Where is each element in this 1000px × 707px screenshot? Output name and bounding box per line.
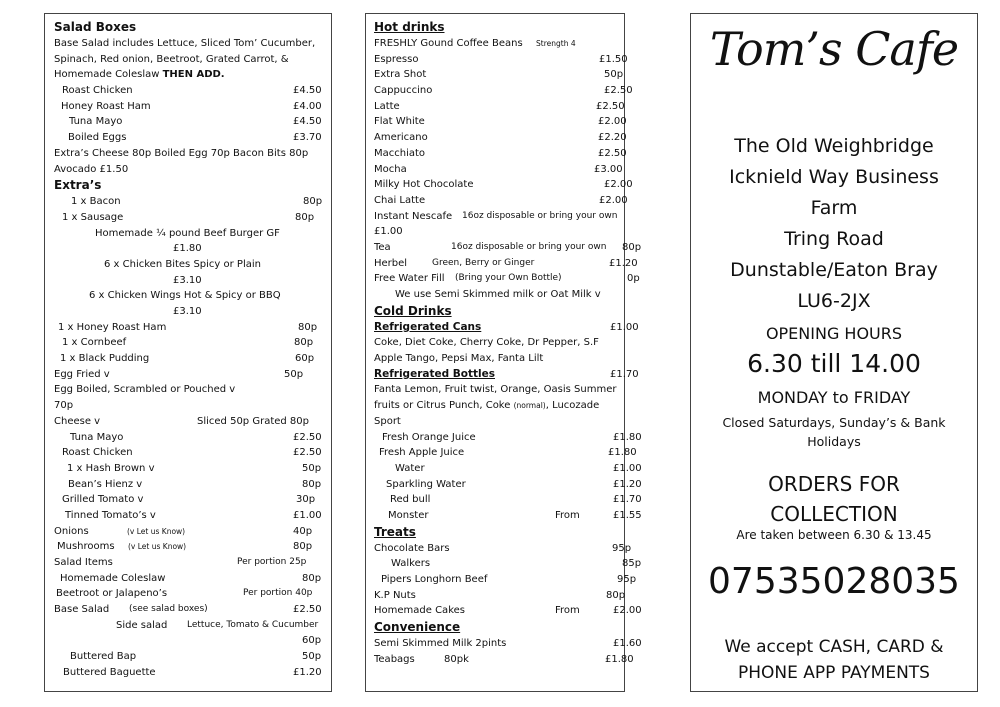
address-line: LU6-2JX: [797, 290, 871, 312]
menu-item: [54, 367, 325, 383]
menu-item: [374, 83, 633, 99]
item-name: Chai Latte: [374, 194, 426, 206]
extras-heading: Extra’s: [54, 178, 102, 193]
item-price: 80p: [622, 241, 642, 253]
closed-line: Closed Saturdays, Sunday’s & Bank: [722, 415, 946, 430]
orders-heading: [691, 469, 977, 529]
menu-item: [374, 114, 627, 130]
item-price: £2.50: [293, 604, 322, 616]
item-name: Tuna Mayo: [69, 116, 123, 128]
item-price: 85p: [622, 558, 642, 570]
item-name: Free Water Fill: [374, 273, 445, 285]
item-price: £1.70: [610, 368, 639, 380]
item-price: £1.80: [605, 653, 634, 665]
item-price: 80p: [294, 337, 314, 349]
cafe-logo: Tom’s Cafe: [709, 22, 959, 76]
item-description: Apple Tango, Pepsi Max, Fanta Lilt: [374, 353, 544, 365]
item-name: Pipers Longhorn Beef: [381, 574, 488, 585]
salad-intro: Base Salad includes Lettuce, Sliced Tom’ Cucumber,: [54, 38, 316, 49]
menu-item: [374, 477, 642, 493]
item-price: £2.00: [604, 179, 633, 191]
menu-panel-food: [44, 13, 332, 692]
item-name: Water: [395, 462, 425, 474]
item-name: Fresh Orange Juice: [382, 431, 476, 443]
menu-item: [54, 492, 325, 508]
milk-note-text: We use Semi Skimmed milk or Oat Milk v: [395, 289, 601, 300]
item-name: K.P Nuts: [374, 589, 416, 601]
item-price: £3.10: [173, 306, 202, 317]
salad-boxes-heading: Salad Boxes: [54, 20, 137, 34]
item-price: £1.20: [609, 257, 638, 269]
menu-item: [374, 162, 623, 178]
menu-item: [54, 288, 325, 304]
opening-hours: 6.30 till 14.00: [747, 349, 921, 378]
item-price: £1.00: [374, 226, 403, 238]
item-name: Homemade ¼ pound Beef Burger GF: [95, 227, 280, 239]
item-price: £2.00: [598, 116, 627, 128]
menu-item: [54, 445, 325, 461]
cold-drinks-heading: Cold Drinks: [374, 303, 452, 318]
hot-drinks-heading: Hot drinks: [374, 20, 445, 34]
item-name: 1 x Black Pudding: [60, 353, 150, 365]
description-text: , Lucozade: [545, 400, 600, 412]
cafe-info-panel: [690, 13, 978, 692]
milk-note: [374, 287, 618, 303]
menu-item-price: [54, 273, 325, 289]
item-price: 95p: [617, 574, 637, 585]
menu-item-price: [54, 633, 325, 649]
menu-item-price: [54, 241, 325, 257]
menu-item: [54, 430, 325, 446]
menu-item: [374, 320, 639, 336]
item-price: £1.20: [613, 478, 642, 490]
item-price: 70p: [54, 400, 74, 412]
item-price: 50p: [284, 368, 304, 380]
item-price: 50p: [604, 69, 624, 81]
menu-item: [374, 177, 633, 193]
item-price: 40p: [293, 525, 313, 537]
menu-item-price: [54, 304, 325, 320]
item-price: 50p: [302, 462, 322, 474]
item-note: 16oz disposable or bring your own: [451, 241, 607, 252]
item-price: 50p: [302, 651, 322, 663]
menu-item: [374, 193, 628, 209]
menu-item: [374, 67, 624, 83]
menu-item: [54, 555, 325, 571]
menu-item: [54, 99, 325, 115]
closed-line: Holidays: [807, 434, 861, 449]
item-name: Semi Skimmed Milk 2pints: [374, 638, 507, 650]
menu-item: [54, 477, 325, 493]
item-note: Per portion 40p: [243, 588, 313, 599]
item-name: 6 x Chicken Wings Hot & Spicy or BBQ: [89, 290, 281, 302]
item-price: £2.50: [293, 447, 322, 459]
item-price: £1.00: [610, 321, 639, 333]
menu-item: [54, 194, 325, 210]
menu-item: [374, 36, 618, 52]
item-price: £2.20: [598, 132, 627, 144]
menu-item: [54, 226, 325, 242]
menu-item: [374, 209, 618, 225]
menu-item: [54, 571, 325, 587]
menu-item: [374, 256, 638, 272]
item-price: £3.00: [594, 163, 623, 175]
menu-item: [374, 572, 637, 588]
menu-item: [54, 257, 325, 273]
item-description: Fanta Lemon, Fruit twist, Orange, Oasis Summer: [374, 384, 617, 396]
menu-item: [54, 461, 325, 477]
menu-item: [54, 602, 325, 618]
item-name: Macchiato: [374, 147, 426, 159]
menu-item: [374, 367, 639, 383]
item-note: 80pk: [444, 653, 469, 665]
item-name: Cappuccino: [374, 85, 433, 97]
address-line: The Old Weighbridge: [734, 135, 934, 157]
salad-intro: [54, 67, 325, 83]
item-name: Walkers: [391, 558, 431, 570]
menu-item: [374, 636, 642, 652]
menu-item: [374, 492, 642, 508]
menu-item: [374, 508, 642, 524]
menu-item: [54, 335, 325, 351]
payment-line: PHONE APP PAYMENTS: [738, 663, 930, 683]
item-price: £1.55: [613, 509, 642, 521]
item-name: Grilled Tomato v: [62, 494, 144, 506]
menu-item: [54, 649, 325, 665]
menu-item: [374, 588, 626, 604]
item-name: 1 x Cornbeef: [62, 337, 127, 349]
item-name: Honey Roast Ham: [61, 100, 151, 112]
menu-item: [374, 541, 632, 557]
menu-item: [374, 652, 634, 668]
item-name: Tinned Tomato’s v: [65, 509, 156, 521]
item-name: Bean’s Hienz v: [68, 478, 143, 490]
item-description: [374, 398, 618, 414]
item-name: Beetroot or Jalapeno’s: [56, 588, 168, 600]
item-name: Refrigerated Bottles: [374, 367, 495, 380]
item-note: Strength 4: [536, 39, 576, 48]
item-name: Roast Chicken: [62, 447, 133, 459]
item-note: (see salad boxes): [129, 604, 208, 615]
item-description: Coke, Diet Coke, Cherry Coke, Dr Pepper, S.F: [374, 337, 599, 349]
item-description: Sport: [374, 415, 401, 427]
menu-item: [54, 586, 325, 602]
item-name: Instant Nescafe: [374, 210, 453, 222]
item-name: Tuna Mayo: [70, 431, 124, 443]
orders-line: COLLECTION: [770, 502, 898, 526]
address: [691, 131, 977, 317]
item-name: Homemade Coleslaw: [60, 572, 166, 584]
treats-heading: Treats: [374, 524, 416, 539]
item-price: £2.50: [604, 85, 633, 97]
item-name: Roast Chicken: [62, 85, 133, 97]
item-price: £4.50: [293, 116, 322, 128]
menu-item: [374, 99, 625, 115]
menu-item: [374, 445, 637, 461]
address-line: Dunstable/Eaton Bray: [730, 259, 938, 281]
menu-item: [54, 508, 325, 524]
phone-number: 07535028035: [708, 561, 960, 602]
item-price: 80p: [302, 572, 322, 584]
menu-item: [54, 618, 325, 634]
menu-item: [374, 461, 642, 477]
item-price: 30p: [296, 494, 316, 506]
menu-item-price: [374, 224, 618, 240]
address-line: Tring Road: [784, 228, 884, 250]
menu-item-price: [54, 398, 325, 414]
address-line: Farm: [810, 197, 858, 219]
item-price: £1.20: [293, 666, 322, 678]
item-price: £4.00: [293, 100, 322, 112]
item-name: Chocolate Bars: [374, 542, 450, 554]
orders-line: ORDERS FOR: [768, 472, 900, 496]
item-name: Flat White: [374, 116, 425, 128]
menu-item: [54, 414, 325, 430]
menu-item: [374, 603, 642, 619]
item-name: Egg Fried v: [54, 368, 110, 380]
menu-item: [54, 130, 325, 146]
item-price: 80p: [303, 196, 323, 208]
menu-item: [54, 320, 325, 336]
opening-days: MONDAY to FRIDAY: [757, 388, 911, 407]
menu-item: [54, 665, 325, 681]
item-note: From: [555, 605, 580, 617]
item-name: Milky Hot Chocolate: [374, 179, 474, 191]
item-price: £1.00: [613, 462, 642, 474]
menu-panel-drinks: [365, 13, 642, 692]
item-price: £1.80: [608, 447, 637, 459]
menu-item: [54, 114, 325, 130]
menu-item: [374, 52, 628, 68]
item-price: 80p: [606, 589, 626, 601]
item-note: (v Let us Know): [127, 526, 186, 536]
orders-note: Are taken between 6.30 & 13.45: [736, 528, 932, 542]
item-note: Lettuce, Tomato & Cucumber: [187, 619, 319, 630]
item-price: 0p: [627, 273, 640, 285]
item-price: £2.50: [598, 147, 627, 159]
item-name: Teabags: [374, 653, 415, 665]
item-price: £2.50: [293, 431, 322, 443]
item-price: £2.00: [599, 194, 628, 206]
item-price: £1.50: [599, 53, 628, 65]
salad-intro-text: Homemade Coleslaw: [54, 69, 163, 81]
item-price: £1.00: [293, 509, 322, 521]
item-name: Monster: [388, 509, 429, 521]
item-name: Boiled Eggs: [68, 132, 127, 144]
menu-item: [374, 240, 642, 256]
item-name: Side salad: [116, 619, 168, 631]
menu-item: [54, 351, 325, 367]
item-price: £2.00: [613, 605, 642, 617]
item-name: 1 x Bacon: [71, 196, 121, 208]
menu-item: [54, 83, 325, 99]
item-name: Homemade Cakes: [374, 605, 465, 617]
menu-item: [54, 524, 325, 540]
item-name: Buttered Bap: [70, 651, 137, 663]
address-line: Icknield Way Business: [729, 166, 939, 188]
item-name: Cheese v: [54, 415, 101, 427]
item-price: 80p: [298, 321, 318, 333]
closed-notice: [691, 413, 977, 451]
menu-item: [374, 146, 627, 162]
item-price: 80p: [293, 541, 313, 553]
menu-item: [374, 556, 642, 572]
item-name: Onions: [54, 525, 89, 537]
item-price: 60p: [295, 353, 315, 365]
item-price: £1.70: [613, 494, 642, 506]
item-price: £1.60: [613, 638, 642, 650]
item-name: Egg Boiled, Scrambled or Pouched v: [54, 384, 236, 396]
item-note: (Bring your Own Bottle): [455, 273, 562, 284]
item-price: 80p: [302, 478, 322, 490]
convenience-heading: Convenience: [374, 620, 461, 635]
item-price: Sliced 50p Grated 80p: [197, 415, 309, 427]
item-price: £3.70: [293, 132, 322, 144]
item-price: £2.50: [596, 100, 625, 112]
item-note: 16oz disposable or bring your own: [462, 210, 618, 221]
item-name: Refrigerated Cans: [374, 320, 482, 333]
item-price: 80p: [295, 211, 315, 223]
item-name: Latte: [374, 100, 400, 112]
item-name: Mocha: [374, 163, 407, 175]
item-name: Espresso: [374, 53, 419, 65]
item-name: FRESHLY Gound Coffee Beans: [374, 38, 523, 49]
item-name: 1 x Hash Brown v: [67, 462, 155, 474]
item-name: Buttered Baguette: [63, 666, 156, 678]
description-text: (normal): [513, 401, 546, 411]
item-note: From: [555, 509, 580, 521]
salad-intro: Spinach, Red onion, Beetroot, Grated Carrot, &: [54, 53, 289, 65]
payment-line: We accept CASH, CARD &: [724, 637, 944, 657]
item-note: (v Let us Know): [128, 542, 187, 552]
item-price: 60p: [302, 635, 322, 647]
item-name: Base Salad: [54, 604, 110, 616]
item-name: Salad Items: [54, 557, 113, 568]
menu-item: [374, 271, 640, 287]
item-price: £3.10: [173, 274, 202, 286]
item-name: Mushrooms: [57, 541, 115, 553]
then-add-text: THEN ADD.: [162, 69, 225, 81]
item-name: Sparkling Water: [386, 478, 466, 490]
menu-item: [54, 539, 325, 555]
salad-extras: Extra’s Cheese 80p Boiled Egg 70p Bacon Bits 80p: [54, 147, 309, 159]
item-price: £4.50: [293, 85, 322, 97]
salad-extras: Avocado £1.50: [54, 163, 129, 175]
item-name: 1 x Honey Roast Ham: [58, 321, 167, 333]
menu-item: [374, 130, 627, 146]
item-name: Tea: [374, 241, 391, 253]
description-text: fruits or Citrus Punch, Coke: [374, 400, 514, 412]
item-price: 95p: [612, 542, 632, 554]
menu-item: [54, 382, 325, 398]
item-name: Americano: [374, 132, 428, 144]
item-name: Herbel: [374, 257, 408, 269]
menu-item: [374, 430, 642, 446]
item-name: Red bull: [390, 494, 431, 506]
item-name: Extra Shot: [374, 69, 427, 81]
menu-item: [54, 210, 325, 226]
item-name: 6 x Chicken Bites Spicy or Plain: [104, 258, 261, 270]
payment-notice: [691, 634, 977, 686]
item-price: £1.80: [173, 243, 202, 255]
item-name: 1 x Sausage: [62, 211, 124, 223]
item-note: Per portion 25p: [237, 557, 307, 567]
opening-hours-heading: OPENING HOURS: [765, 324, 903, 343]
item-name: Fresh Apple Juice: [379, 447, 465, 459]
item-note: Green, Berry or Ginger: [432, 257, 535, 268]
item-price: £1.80: [613, 431, 642, 443]
